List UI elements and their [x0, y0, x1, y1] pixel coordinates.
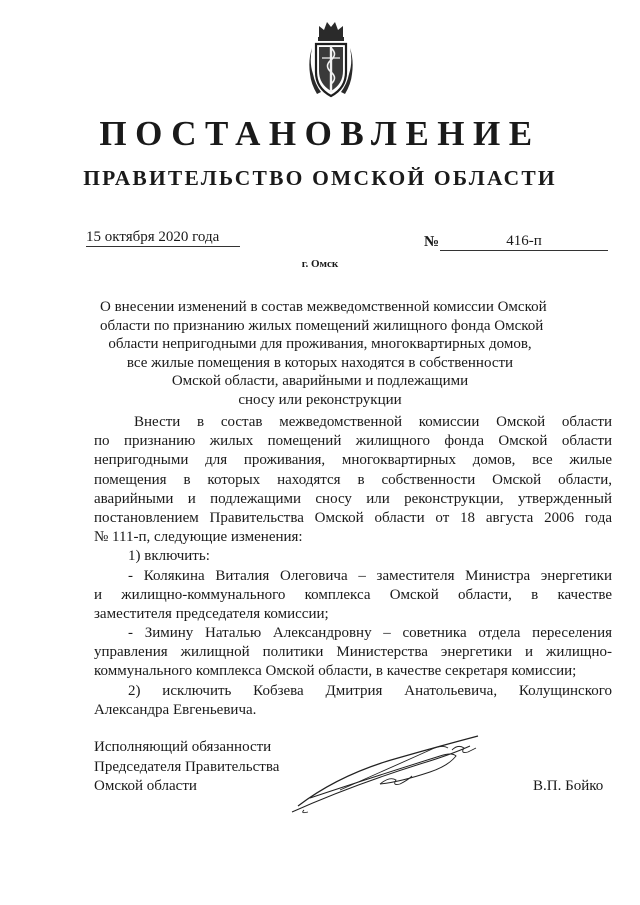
position-line: Председателя Правительства: [94, 758, 280, 775]
document-number: 416-п: [440, 232, 608, 251]
document-date: 15 октября 2020 года: [86, 228, 240, 247]
body-line: 2) исключить Кобзева Дмитрия Анатольевича, Колущинского: [128, 682, 612, 699]
signatory-name: В.П. Бойко: [533, 778, 604, 794]
body-line: - Зимину Наталью Александровну – советника отдела переселения: [128, 625, 612, 642]
body-line: по признанию жилых помещений жилищного фонда Омской области: [94, 433, 612, 450]
position-line: Омской области: [94, 778, 197, 794]
heading-line: О внесении изменений в состав межведомственной комиссии Омской: [100, 299, 547, 315]
document-title: ПОСТАНОВЛЕНИЕ: [99, 114, 541, 153]
document-heading: [100, 298, 547, 409]
document-city: г. Омск: [301, 258, 339, 270]
heading-line: сносу или реконструкции: [238, 391, 402, 408]
body-line: заместителя председателя комиссии;: [94, 605, 329, 622]
heading-line: Омской области, аварийными и подлежащими: [171, 373, 469, 389]
body-line: коммунального комплекса Омской области, в качестве секретаря комиссии;: [94, 663, 577, 680]
body-line: управления жилищной политики Министерства энергетики и жилищно-: [94, 644, 612, 661]
number-label: №: [424, 234, 440, 250]
body-line: непригодными для проживания, многоквартирных домов, все жилые: [94, 452, 612, 469]
body-line: помещения в которых находятся в собственности Омской области,: [94, 471, 612, 488]
body-line: Александра Евгеньевича.: [94, 701, 257, 718]
issuing-authority: ПРАВИТЕЛЬСТВО ОМСКОЙ ОБЛАСТИ: [83, 166, 557, 190]
handwritten-signature-icon: [280, 728, 500, 818]
body-line: постановлением Правительства Омской области от 18 августа 2006 года: [94, 509, 612, 526]
body-line: - Колякина Виталия Олеговича – заместителя Министра энергетики: [128, 567, 612, 584]
body-line: и жилищно-коммунального комплекса Омской области, в качестве: [94, 586, 612, 603]
body-line: 1) включить:: [128, 548, 210, 565]
heading-line: области непригодными для проживания, многоквартирных домов,: [108, 336, 532, 352]
omsk-coat-of-arms-icon: [309, 18, 353, 98]
body-line: аварийными и подлежащими сносу или реконструкции, утвержденный: [94, 490, 612, 507]
heading-line: области по признанию жилых помещений жилищного фонда Омской: [100, 317, 544, 334]
body-line: № 111-п, следующие изменения:: [94, 529, 303, 546]
document-body: [94, 413, 612, 720]
body-line: Внести в состав межведомственной комиссии Омской области: [134, 414, 612, 430]
signatory-position: [94, 738, 279, 797]
position-line: Исполняющий обязанности: [94, 739, 272, 755]
heading-line: все жилые помещения в которых находятся в собственности: [126, 354, 514, 371]
